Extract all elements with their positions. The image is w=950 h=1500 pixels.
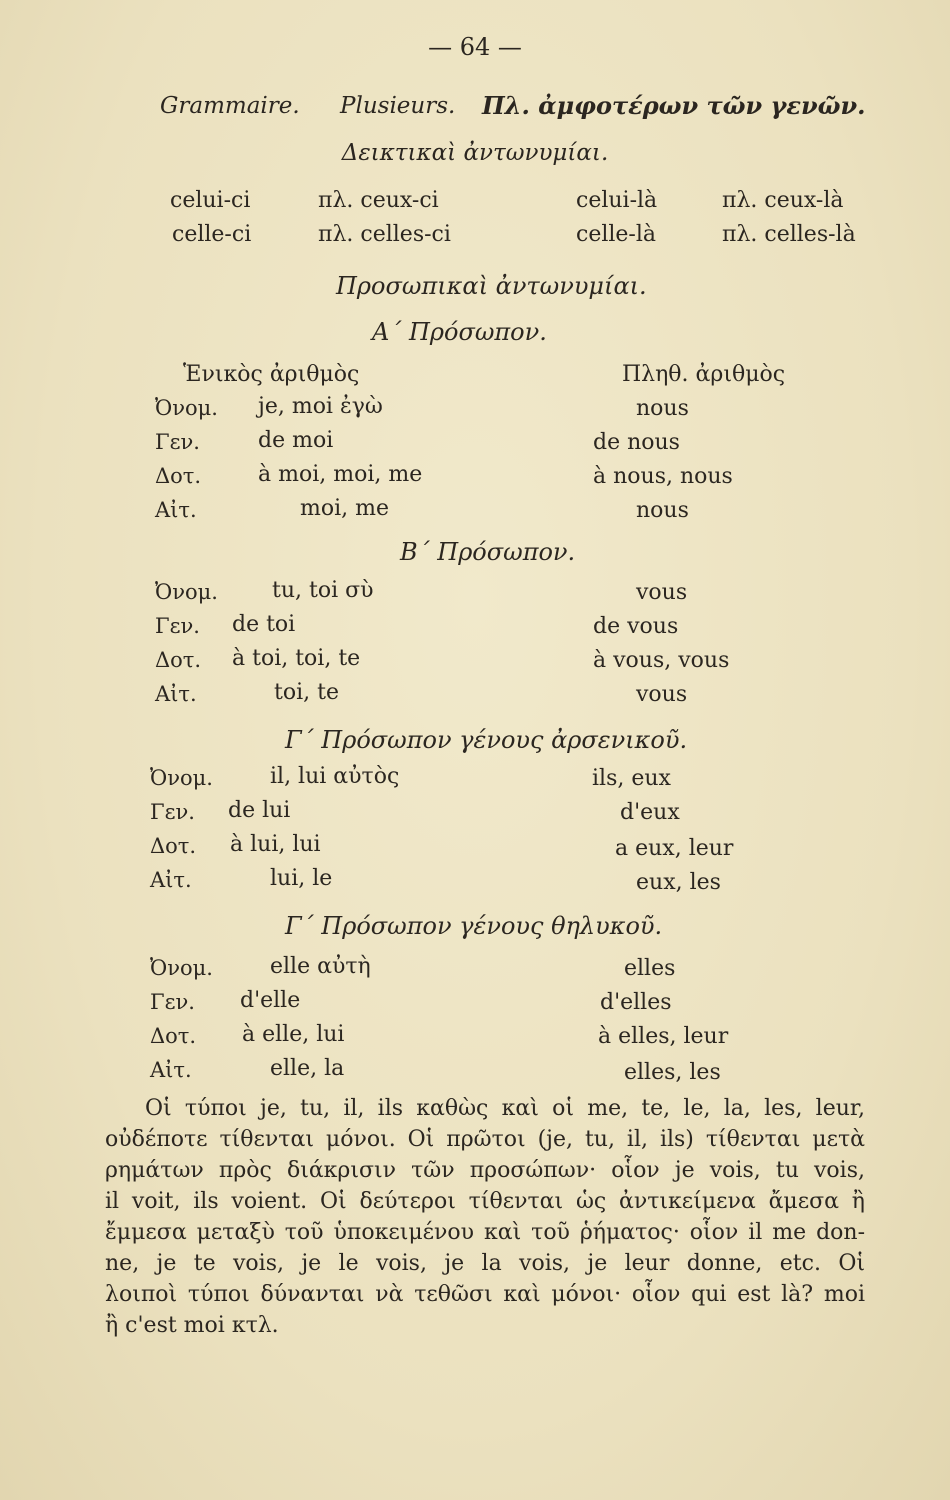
case-label: Αἰτ. [150, 1058, 192, 1082]
second-person-heading: Β΄ Πρόσωπον. [400, 538, 576, 566]
paragraph-line: ἔμμεσα μεταξὺ τοῦ ὑποκειμένου καὶ τοῦ ῥήματος· οἷον il me don- [105, 1220, 865, 1245]
plural-form: eux, les [636, 870, 721, 895]
paragraph-line: ἢ c'est moi κτλ. [105, 1313, 279, 1338]
plural-form: ils, eux [592, 766, 671, 791]
personal-heading: Προσωπικαὶ ἀντωνυμίαι. [336, 272, 647, 300]
case-label: Γεν. [150, 990, 195, 1014]
demo-ceux-la: πλ. ceux-là [722, 188, 844, 213]
singular-form: à lui, lui [230, 832, 321, 857]
plural-form: nous [636, 396, 689, 421]
header-greek: Πλ. ἀμφοτέρων τῶν γενῶν. [482, 91, 866, 120]
singular-form: moi, me [300, 496, 390, 521]
plural-form: a eux, leur [615, 836, 734, 861]
plural-label: Πληθ. ἀριθμὸς [622, 362, 786, 387]
case-label: Ὀνομ. [155, 580, 218, 604]
paragraph-line: λοιποὶ τύποι δύνανται νὰ τεθῶσι καὶ μόνοι· οἷον qui est là? moi [105, 1282, 865, 1307]
case-label: Γεν. [155, 614, 200, 638]
case-label: Ὀνομ. [150, 766, 213, 790]
singular-form: je, moi ἐγὼ [258, 394, 383, 419]
case-label: Γεν. [155, 430, 200, 454]
third-masc-heading: Γ΄ Πρόσωπον γένους ἀρσενικοῦ. [285, 726, 688, 754]
case-label: Δοτ. [155, 464, 202, 488]
header-plusieurs: Plusieurs. [340, 93, 456, 119]
singular-form: d'elle [240, 988, 301, 1013]
singular-form: toi, te [274, 680, 339, 705]
plural-form: à vous, vous [593, 648, 730, 673]
paragraph-line: Οἱ τύποι je, tu, il, ils καθὼς καὶ οἱ me, te, le, la, les, leur, [145, 1096, 865, 1121]
case-label: Ὀνομ. [155, 396, 218, 420]
case-label: Δοτ. [155, 648, 202, 672]
case-label: Αἰτ. [155, 498, 197, 522]
third-fem-heading: Γ΄ Πρόσωπον γένους θηλυκοῦ. [285, 912, 663, 940]
case-label: Ὀνομ. [150, 956, 213, 980]
paragraph-line: ne, je te vois, je le vois, je la vois, je leur donne, etc. Οἱ [105, 1251, 865, 1276]
singular-form: elle αὐτὴ [270, 954, 371, 979]
plural-form: à elles, leur [598, 1024, 729, 1049]
demo-celles-la: πλ. celles-là [722, 222, 856, 247]
demo-ceux-ci: πλ. ceux-ci [318, 188, 439, 213]
paragraph-line: il voit, ils voient. Οἱ δεύτεροι τίθενται ὡς ἀντικείμενα ἄμεσα ἢ [105, 1189, 865, 1214]
plural-form: à nous, nous [593, 464, 733, 489]
plural-form: vous [636, 580, 688, 605]
singular-form: à elle, lui [242, 1022, 345, 1047]
plural-form: elles, les [624, 1060, 721, 1085]
plural-form: elles [624, 956, 676, 981]
explanation-paragraph [105, 1093, 865, 1341]
first-person-heading: Α΄ Πρόσωπον. [372, 318, 547, 346]
demo-celui-ci: celui-ci [170, 188, 251, 213]
singular-label: Ἑνικὸς ἀριθμὸς [183, 362, 360, 387]
page-number: — 64 — [428, 33, 522, 61]
singular-form: tu, toi σὺ [272, 578, 374, 603]
singular-form: elle, la [270, 1056, 345, 1081]
case-label: Αἰτ. [150, 868, 192, 892]
plural-form: vous [636, 682, 688, 707]
singular-form: il, lui αὐτὸς [270, 764, 400, 789]
paragraph-line: ρημάτων πρὸς διάκρισιν τῶν προσώπων· οἷον je vois, tu vois, [105, 1158, 865, 1183]
header-grammaire: Grammaire. [160, 93, 300, 119]
paragraph-line: οὐδέποτε τίθενται μόνοι. Οἱ πρῶτοι (je, tu, il, ils) τίθενται μετὰ [105, 1127, 865, 1152]
singular-form: de moi [258, 428, 334, 453]
demo-celui-la: celui-là [576, 188, 658, 213]
demonstratives-heading: Δεικτικαὶ ἀντωνυμίαι. [341, 140, 609, 166]
plural-form: nous [636, 498, 689, 523]
singular-form: de toi [232, 612, 296, 637]
plural-form: de vous [593, 614, 679, 639]
plural-form: d'elles [600, 990, 672, 1015]
singular-form: à moi, moi, me [258, 462, 423, 487]
demo-celle-ci: celle-ci [172, 222, 252, 247]
case-label: Δοτ. [150, 834, 197, 858]
demo-celles-ci: πλ. celles-ci [318, 222, 451, 247]
demo-celle-la: celle-là [576, 222, 657, 247]
plural-form: de nous [593, 430, 680, 455]
case-label: Γεν. [150, 800, 195, 824]
plural-form: d'eux [620, 800, 680, 825]
singular-form: de lui [228, 798, 291, 823]
singular-form: à toi, toi, te [232, 646, 361, 671]
case-label: Δοτ. [150, 1024, 197, 1048]
case-label: Αἰτ. [155, 682, 197, 706]
singular-form: lui, le [270, 866, 333, 891]
